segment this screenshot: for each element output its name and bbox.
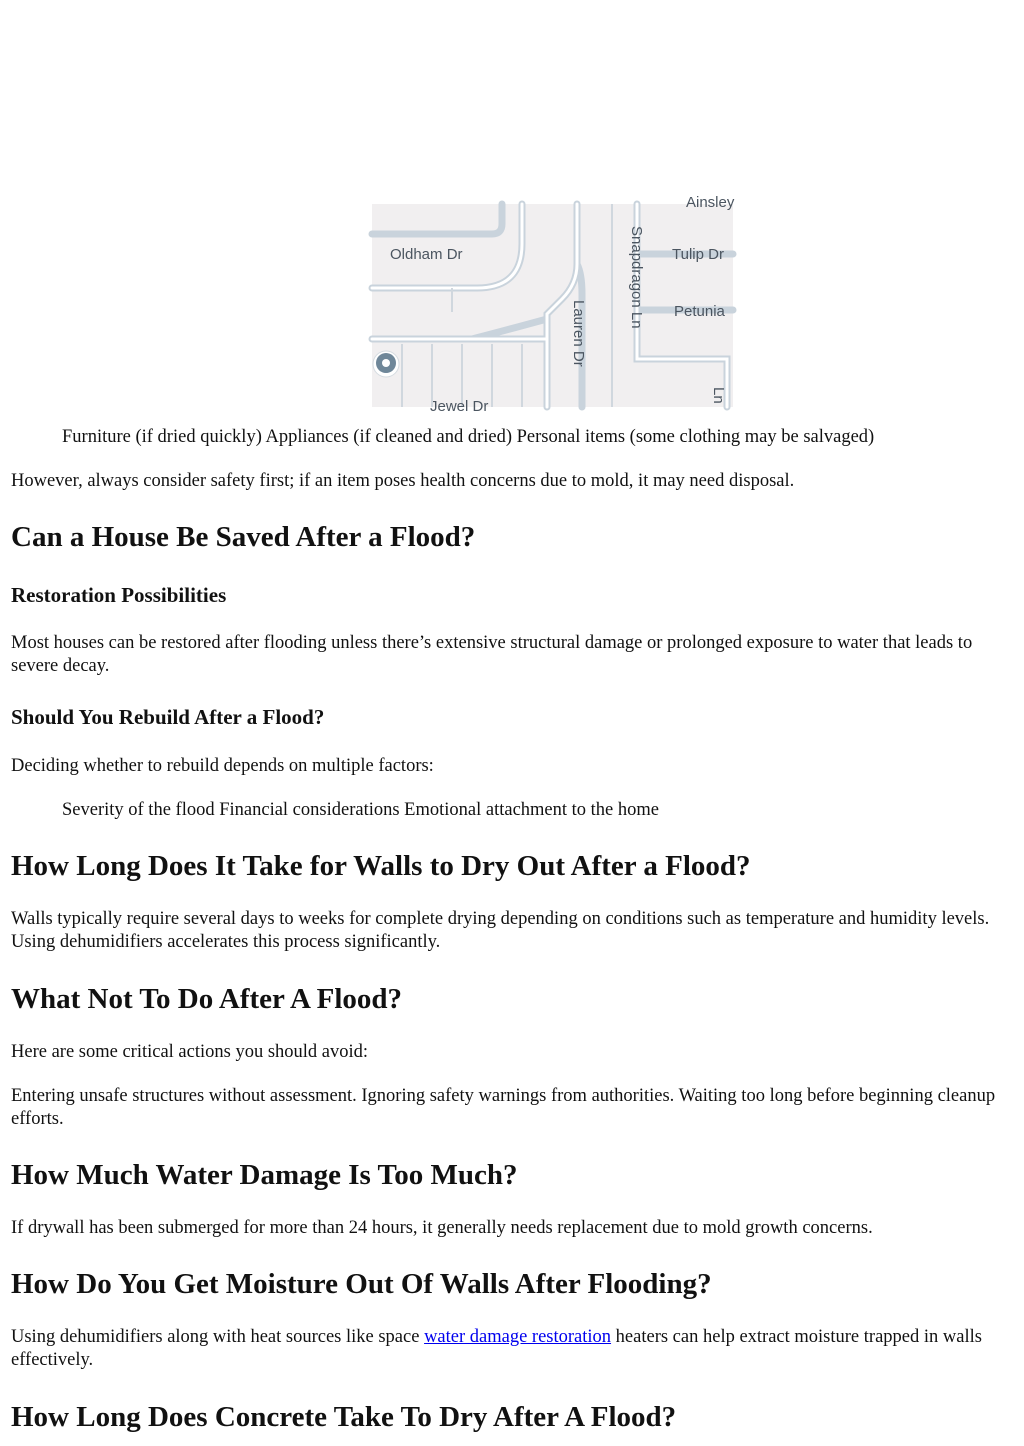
heading-what-not-to-do: What Not To Do After A Flood?	[11, 983, 403, 1015]
map-label-oldham: Oldham Dr	[390, 246, 463, 263]
map-pin-icon	[373, 351, 399, 377]
map-label-lauren: Lauren Dr	[570, 300, 587, 367]
moisture-text-before: Using dehumidifiers along with heat sources like space	[11, 1327, 425, 1347]
heading-water-damage: How Much Water Damage Is Too Much?	[11, 1159, 518, 1191]
map-label-ln: Ln	[710, 387, 727, 404]
walls-dry-paragraph: Walls typically require several days to weeks for complete drying depending on conditions such as temperature and humidity levels. Using dehumidifiers accelerates this process significantly.	[11, 909, 990, 952]
heading-rebuild: Should You Rebuild After a Flood?	[11, 705, 325, 729]
map-label-snapdragon: Snapdragon Ln	[628, 226, 645, 329]
list-salvageable-items: Furniture (if dried quickly) Appliances (if cleaned and dried) Personal items (some clothing may be salvaged)	[62, 427, 875, 447]
moisture-text-after: heaters can help extract moisture trapped in walls effectively.	[11, 1327, 982, 1370]
rebuild-paragraph: Deciding whether to rebuild depends on multiple factors:	[11, 756, 434, 776]
avoid-list-paragraph: Entering unsafe structures without assessment. Ignoring safety warnings from authorities. Waiting too long before beginning cleanup efforts.	[11, 1086, 996, 1129]
heading-concrete-dry: How Long Does Concrete Take To Dry After A Flood?	[11, 1401, 677, 1433]
list-rebuild-factors: Severity of the flood Financial considerations Emotional attachment to the home	[62, 800, 659, 820]
map-label-petunia: Petunia	[674, 303, 725, 320]
heading-house-saved: Can a House Be Saved After a Flood?	[11, 521, 476, 553]
water-damage-paragraph: If drywall has been submerged for more than 24 hours, it generally needs replacement due to mold growth concerns.	[11, 1218, 873, 1238]
avoid-intro-paragraph: Here are some critical actions you should avoid:	[11, 1042, 369, 1062]
map-graphic	[372, 194, 735, 415]
heading-restoration-possibilities: Restoration Possibilities	[11, 583, 227, 607]
map-label-tulip: Tulip Dr	[672, 246, 724, 263]
map-image	[372, 194, 735, 415]
safety-paragraph: However, always consider safety first; if an item poses health concerns due to mold, it may need disposal.	[11, 471, 795, 491]
map-label-jewel: Jewel Dr	[430, 398, 489, 415]
moisture-paragraph	[11, 1326, 1001, 1372]
heading-walls-dry: How Long Does It Take for Walls to Dry Out After a Flood?	[11, 850, 751, 882]
restoration-paragraph: Most houses can be restored after flooding unless there’s extensive structural damage or prolonged exposure to water that leads to severe decay.	[11, 633, 973, 676]
heading-moisture-walls: How Do You Get Moisture Out Of Walls After Flooding?	[11, 1268, 712, 1300]
water-damage-restoration-link[interactable]: water damage restoration	[424, 1327, 612, 1347]
map-label-ainsley: Ainsley	[686, 194, 735, 211]
